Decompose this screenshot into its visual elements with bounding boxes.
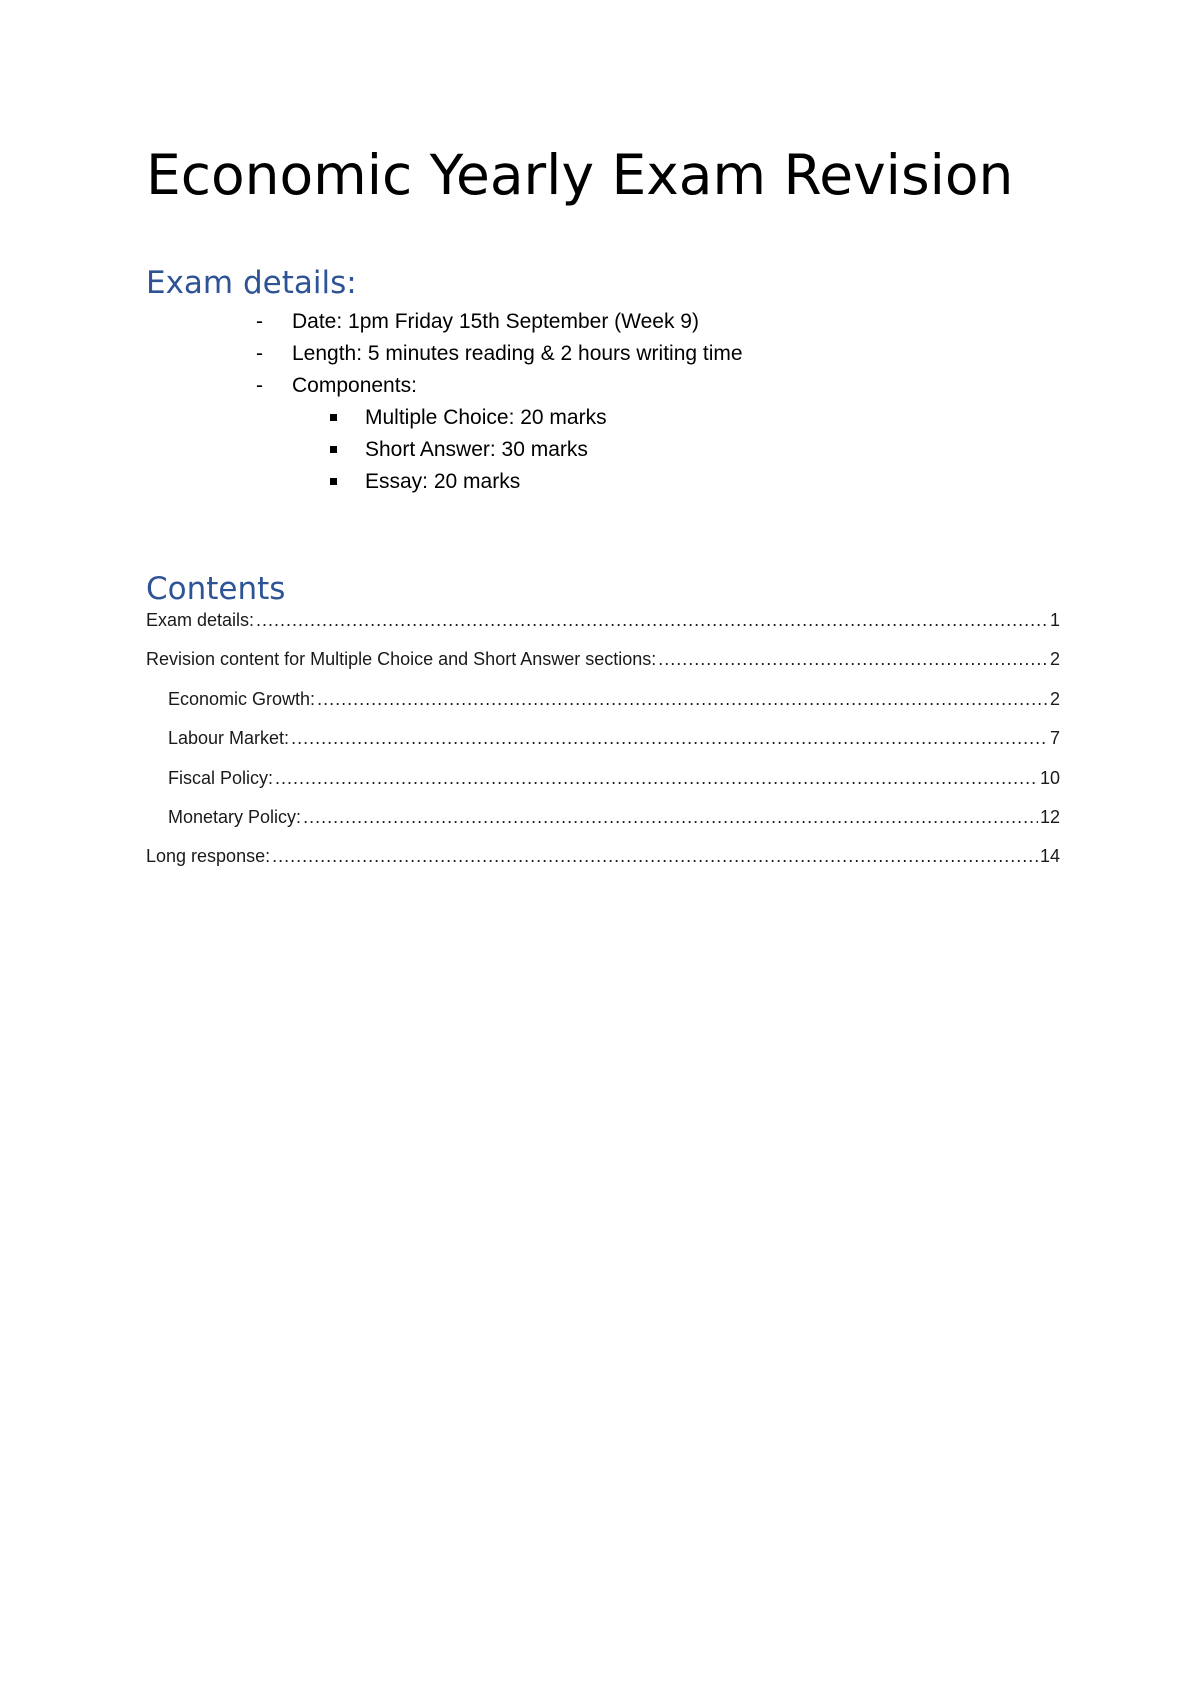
toc-entry-monetary-policy[interactable] <box>146 807 1060 846</box>
toc-page-number: 2 <box>1049 688 1060 709</box>
toc-page-number: 14 <box>1039 846 1060 867</box>
toc-leader <box>317 689 1048 710</box>
toc-entry-economic-growth[interactable] <box>146 689 1060 728</box>
toc-entry-revision-content[interactable] <box>146 649 1060 688</box>
dash-marker: - <box>256 342 263 365</box>
toc-page-number: 2 <box>1049 649 1060 670</box>
toc-leader <box>658 649 1048 670</box>
dash-marker: - <box>256 310 263 333</box>
toc-leader <box>275 768 1038 789</box>
list-item <box>0 306 1200 338</box>
toc-page-number: 12 <box>1039 806 1060 827</box>
component-short-answer: Short Answer: 30 marks <box>365 438 588 461</box>
toc-leader <box>256 610 1048 631</box>
toc-entry-labour-market[interactable] <box>146 728 1060 767</box>
toc-label: Long response: <box>146 846 271 867</box>
toc-leader <box>272 846 1038 867</box>
toc-label: Economic Growth: <box>168 688 316 709</box>
exam-length: Length: 5 minutes reading & 2 hours writing time <box>292 342 743 365</box>
toc-page-number: 10 <box>1039 767 1060 788</box>
exam-date: Date: 1pm Friday 15th September (Week 9) <box>292 310 699 333</box>
list-item <box>0 402 1200 434</box>
toc-label: Labour Market: <box>168 728 290 749</box>
toc-page-number: 1 <box>1049 610 1060 630</box>
square-bullet-icon <box>330 414 337 421</box>
contents-heading: Contents <box>146 571 286 607</box>
list-item <box>0 466 1200 498</box>
list-item <box>0 434 1200 466</box>
component-essay: Essay: 20 marks <box>365 470 521 493</box>
table-of-contents <box>146 610 1060 886</box>
exam-details-list <box>0 306 1200 498</box>
toc-label: Revision content for Multiple Choice and Short Answer sections: <box>146 649 657 670</box>
toc-entry-long-response[interactable] <box>146 846 1060 885</box>
toc-label: Fiscal Policy: <box>168 767 274 788</box>
toc-entry-fiscal-policy[interactable] <box>146 768 1060 807</box>
toc-leader <box>291 728 1048 749</box>
page-title: Economic Yearly Exam Revision <box>146 143 1014 207</box>
square-bullet-icon <box>330 446 337 453</box>
exam-details-heading: Exam details: <box>146 265 357 301</box>
list-item <box>0 338 1200 370</box>
list-item <box>0 370 1200 402</box>
toc-leader <box>303 807 1038 828</box>
toc-entry-exam-details[interactable] <box>146 610 1060 649</box>
toc-label: Monetary Policy: <box>168 806 302 827</box>
square-bullet-icon <box>330 478 337 485</box>
toc-page-number: 7 <box>1049 728 1060 749</box>
toc-label: Exam details: <box>146 610 255 630</box>
dash-marker: - <box>256 374 263 397</box>
exam-components-label: Components: <box>292 374 417 397</box>
component-multiple-choice: Multiple Choice: 20 marks <box>365 406 607 429</box>
